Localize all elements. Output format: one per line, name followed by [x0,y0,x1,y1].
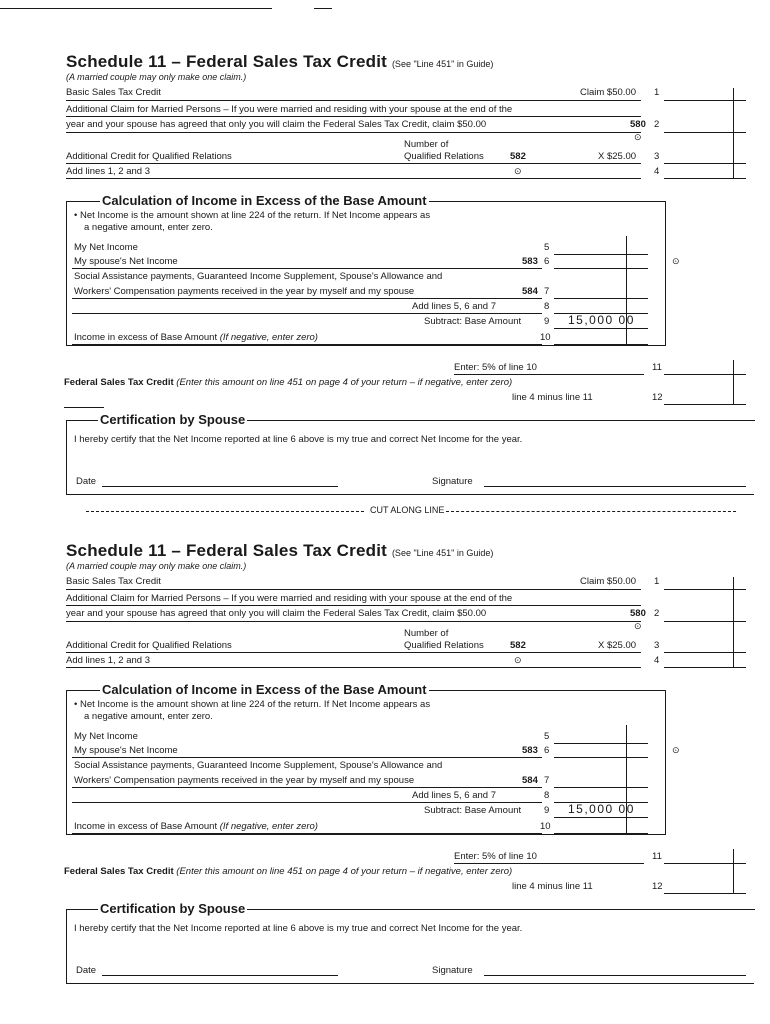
line2-code: 580 [630,119,646,130]
line6-code: 583 [522,256,538,267]
line9-label: Subtract: Base Amount [424,316,522,327]
line12-label: line 4 minus line 11 [512,392,593,403]
line7-label-b: Workers' Compensation payments received in the year by myself and my spouse [74,286,415,297]
calc-bullet-b: a negative amount, enter zero. [84,711,213,722]
column-rule [733,88,734,178]
line12-number: 12 [652,881,663,892]
line5-number: 5 [544,731,550,742]
line12-number: 12 [652,392,663,403]
line8-number: 8 [544,790,550,801]
line4-field[interactable] [664,178,746,179]
line6-label: My spouse's Net Income [74,745,178,756]
line2-text-b: year and your spouse has agreed that only you will claim the Federal Sales Tax Credit, claim $50.00 [66,119,487,130]
line11-label: Enter: 5% of line 10 [454,851,537,862]
line2-number: 2 [654,119,660,130]
column-rule [733,577,734,667]
line3-rate: X $25.00 [598,151,637,162]
certification-title: Certification by Spouse [100,901,246,916]
certification-text: I hereby certify that the Net Income reported at line 6 above is my true and correct Net Income for the year. [74,434,523,445]
circle-marker: ⊙ [634,132,642,142]
rule [72,833,542,834]
schedule-title: Schedule 11 – Federal Sales Tax Credit (See "Line 451" in Guide) [66,541,494,560]
line7-label-b: Workers' Compensation payments received in the year by myself and my spouse [74,775,415,786]
line3-number: 3 [654,151,660,162]
line2-code: 580 [630,608,646,619]
line7-label-a: Social Assistance payments, Guaranteed Income Supplement, Spouse's Allowance and [74,271,443,282]
line5-field[interactable] [554,743,648,744]
line9-number: 9 [544,316,550,327]
line7-code: 584 [522,775,538,786]
certification-text: I hereby certify that the Net Income reported at line 6 above is my true and correct Net Income for the year. [74,923,523,934]
line7-number: 7 [544,775,550,786]
line1-number: 1 [654,576,660,587]
rule [66,983,754,984]
line10-number: 10 [540,821,551,832]
rule [72,787,542,788]
line6-label: My spouse's Net Income [74,256,178,267]
column-rule [733,849,734,893]
rule [72,344,542,345]
line10-number: 10 [540,332,551,343]
rule [66,116,641,117]
line4-number: 4 [654,166,660,177]
rule [554,328,648,329]
line10-field[interactable] [554,833,648,834]
date-label: Date [76,476,97,487]
line11-number: 11 [652,362,662,373]
line7-number: 7 [544,286,550,297]
line6-number: 6 [544,256,550,267]
calc-bullet-b: a negative amount, enter zero. [84,222,213,233]
rule [66,652,641,653]
line3-code: 582 [510,151,526,162]
line1-claim: Claim $50.00 [580,87,636,98]
rule [66,605,641,606]
rule [66,132,641,133]
rule [72,268,542,269]
fstc-label: Federal Sales Tax Credit (Enter this amount on line 451 on page 4 of your return – if negative, enter zero) [64,866,513,877]
married-couple-note: (A married couple may only make one claim.) [66,561,247,571]
line7-label-a: Social Assistance payments, Guaranteed Income Supplement, Spouse's Allowance and [74,760,443,771]
line12-field[interactable] [664,893,746,894]
cut-along-line: CUT ALONG LINE [370,505,445,515]
line4-number: 4 [654,655,660,666]
rule [72,802,542,803]
rule [454,374,644,375]
line3-header: Number of [404,139,449,150]
rule [66,621,641,622]
rule [66,589,641,590]
line4-label: Add lines 1, 2 and 3 [66,655,150,666]
line3-label: Additional Credit for Qualified Relations [66,151,232,162]
date-label: Date [76,965,97,976]
column-rule [626,725,627,833]
signature-field[interactable] [484,975,746,976]
rule [64,407,104,408]
rule [454,863,644,864]
date-field[interactable] [102,486,338,487]
line10-label: Income in excess of Base Amount (If negative, enter zero) [74,821,318,832]
line1-number: 1 [654,87,660,98]
line3-header: Number of [404,628,449,639]
rule [66,100,641,101]
rule [72,757,542,758]
line10-label: Income in excess of Base Amount (If negative, enter zero) [74,332,318,343]
column-rule [626,236,627,344]
line6-code: 583 [522,745,538,756]
certification-box [66,420,755,495]
married-couple-note: (A married couple may only make one claim.) [66,72,247,82]
circle-marker: ⊙ [514,655,522,665]
line1-label: Basic Sales Tax Credit [66,87,161,98]
line7-field[interactable] [554,298,648,299]
line9-label: Subtract: Base Amount [424,805,522,816]
line9-value: 15,000 00 [568,313,635,327]
date-field[interactable] [102,975,338,976]
line6-number: 6 [544,745,550,756]
circle-marker: ⊙ [634,621,642,631]
rule [554,817,648,818]
line4-field[interactable] [664,667,746,668]
line11-number: 11 [652,851,662,862]
rule [66,178,641,179]
line3-number: 3 [654,640,660,651]
line9-number: 9 [544,805,550,816]
line6-field[interactable] [554,757,648,758]
calc-title: Calculation of Income in Excess of the Base Amount [102,682,427,697]
line3-sub: Qualified Relations [404,151,484,162]
certification-title: Certification by Spouse [100,412,246,427]
line6-field[interactable] [554,268,648,269]
line12-field[interactable] [664,404,746,405]
calc-bullet-a: • Net Income is the amount shown at line 224 of the return. If Net Income appears as [74,210,431,221]
schedule-11-bottom [0,489,770,1024]
circle-marker: ⊙ [672,745,680,755]
line12-label: line 4 minus line 11 [512,881,593,892]
rule [66,667,641,668]
line7-field[interactable] [554,787,648,788]
circle-marker: ⊙ [672,256,680,266]
line3-code: 582 [510,640,526,651]
certification-box [66,909,755,984]
line8-label: Add lines 5, 6 and 7 [412,790,496,801]
line2-text-a: Additional Claim for Married Persons – If you were married and residing with your spouse at the end of the [66,104,513,115]
column-rule [733,360,734,404]
line3-rate: X $25.00 [598,640,637,651]
line8-number: 8 [544,301,550,312]
signature-field[interactable] [484,486,746,487]
line1-label: Basic Sales Tax Credit [66,576,161,587]
fstc-label: Federal Sales Tax Credit (Enter this amount on line 451 on page 4 of your return – if negative, enter zero) [64,377,513,388]
line1-claim: Claim $50.00 [580,576,636,587]
line2-number: 2 [654,608,660,619]
line4-label: Add lines 1, 2 and 3 [66,166,150,177]
line3-label: Additional Credit for Qualified Relations [66,640,232,651]
line5-number: 5 [544,242,550,253]
line5-field[interactable] [554,254,648,255]
schedule-title: Schedule 11 – Federal Sales Tax Credit (See "Line 451" in Guide) [66,52,494,71]
calc-bullet-a: • Net Income is the amount shown at line 224 of the return. If Net Income appears as [74,699,431,710]
signature-label: Signature [432,476,473,487]
line5-label: My Net Income [74,731,138,742]
rule [72,298,542,299]
calc-title: Calculation of Income in Excess of the Base Amount [102,193,427,208]
line11-label: Enter: 5% of line 10 [454,362,537,373]
line10-field[interactable] [554,344,648,345]
line8-label: Add lines 5, 6 and 7 [412,301,496,312]
line5-label: My Net Income [74,242,138,253]
line3-sub: Qualified Relations [404,640,484,651]
rule [72,313,542,314]
line2-text-a: Additional Claim for Married Persons – If you were married and residing with your spouse at the end of the [66,593,513,604]
signature-label: Signature [432,965,473,976]
line9-value: 15,000 00 [568,802,635,816]
rule [66,163,641,164]
line7-code: 584 [522,286,538,297]
circle-marker: ⊙ [514,166,522,176]
line2-text-b: year and your spouse has agreed that only you will claim the Federal Sales Tax Credit, claim $50.00 [66,608,487,619]
